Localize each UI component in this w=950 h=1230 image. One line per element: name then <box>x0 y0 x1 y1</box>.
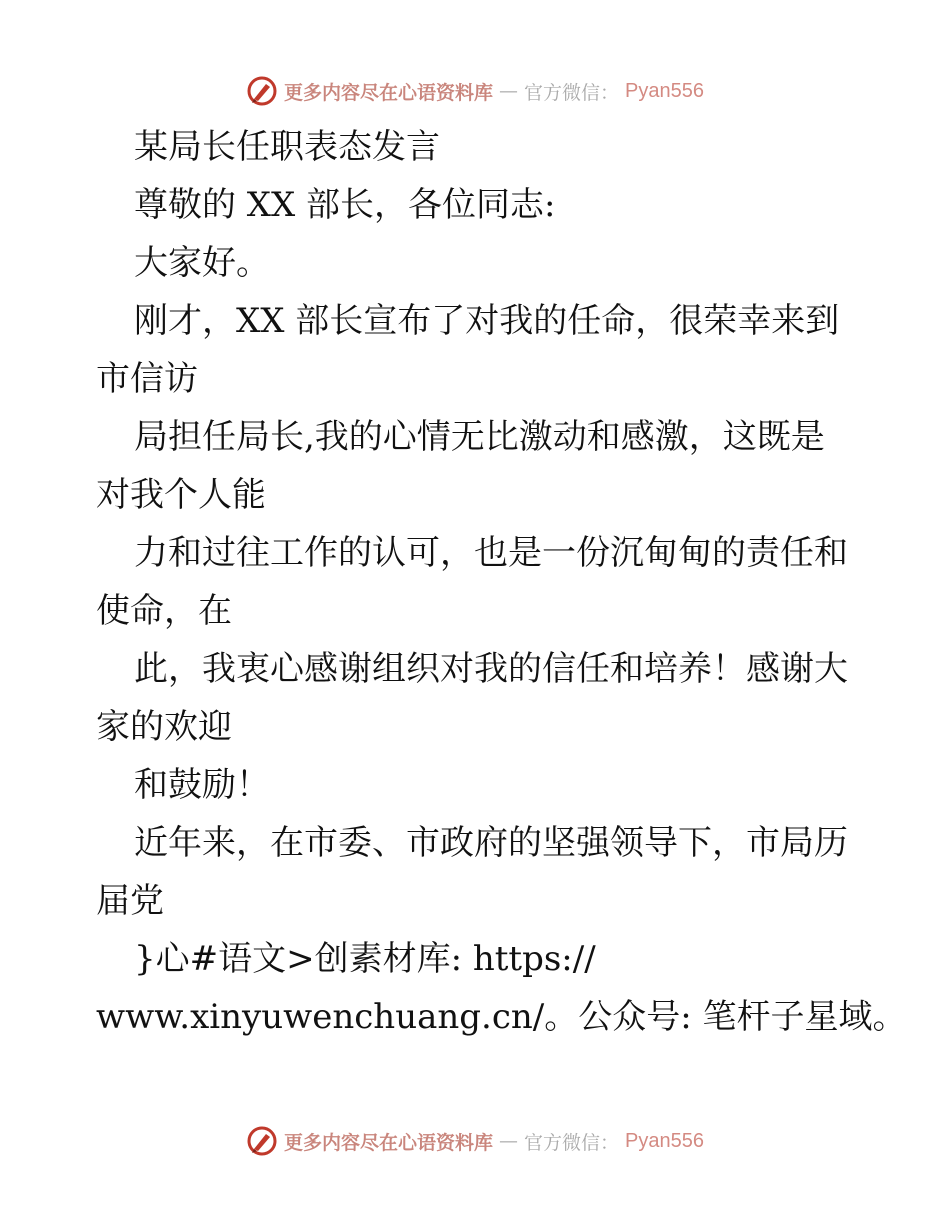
banner-wechat-label: 官方微信： <box>524 81 620 104</box>
banner-separator: — <box>499 1130 519 1152</box>
banner-promo-text: 更多内容尽在心语资料库 <box>284 81 494 104</box>
header-banner-content <box>246 75 704 107</box>
paragraph-line: 局担任局长,我的心情无比激动和感激，这既是 <box>134 417 825 457</box>
document-title: 某局长任职表态发言 <box>134 127 440 167</box>
source-url-line: www.xinyuwenchuang.cn/。公众号: 笔杆子星域。 <box>96 997 907 1037</box>
salutation: 尊敬的 XX 部长，各位同志: <box>134 185 556 225</box>
document-body <box>96 118 907 1046</box>
footer-banner <box>0 1124 950 1158</box>
banner-promo-text: 更多内容尽在心语资料库 <box>284 1131 494 1154</box>
paragraph-line: 刚才，XX 部长宣布了对我的任命，很荣幸来到 <box>134 301 840 341</box>
paragraph-line: 对我个人能 <box>96 475 266 515</box>
source-note-line: }心#语文>创素材库: https:// <box>134 939 596 979</box>
paragraph-line: 市信访 <box>96 359 198 399</box>
banner-wechat-id: Pyan556 <box>625 1129 704 1152</box>
banner-wechat-label: 官方微信： <box>524 1131 620 1154</box>
banner-wechat-id: Pyan556 <box>625 79 704 102</box>
pen-logo-icon <box>246 75 278 107</box>
paragraph-line: 届党 <box>96 881 164 921</box>
paragraph-line: 近年来，在市委、市政府的坚强领导下，市局历 <box>134 823 848 863</box>
paragraph-line: 使命，在 <box>96 591 232 631</box>
footer-banner-content <box>246 1125 704 1157</box>
paragraph-line: 家的欢迎 <box>96 707 232 747</box>
banner-separator: — <box>499 80 519 102</box>
pen-logo-icon <box>246 1125 278 1157</box>
paragraph-line: 和鼓励！ <box>134 765 270 805</box>
paragraph-line: 力和过往工作的认可，也是一份沉甸甸的责任和 <box>134 533 848 573</box>
paragraph-line: 此，我衷心感谢组织对我的信任和培养！感谢大 <box>134 649 848 689</box>
header-banner <box>0 74 950 108</box>
greeting: 大家好。 <box>134 243 270 283</box>
